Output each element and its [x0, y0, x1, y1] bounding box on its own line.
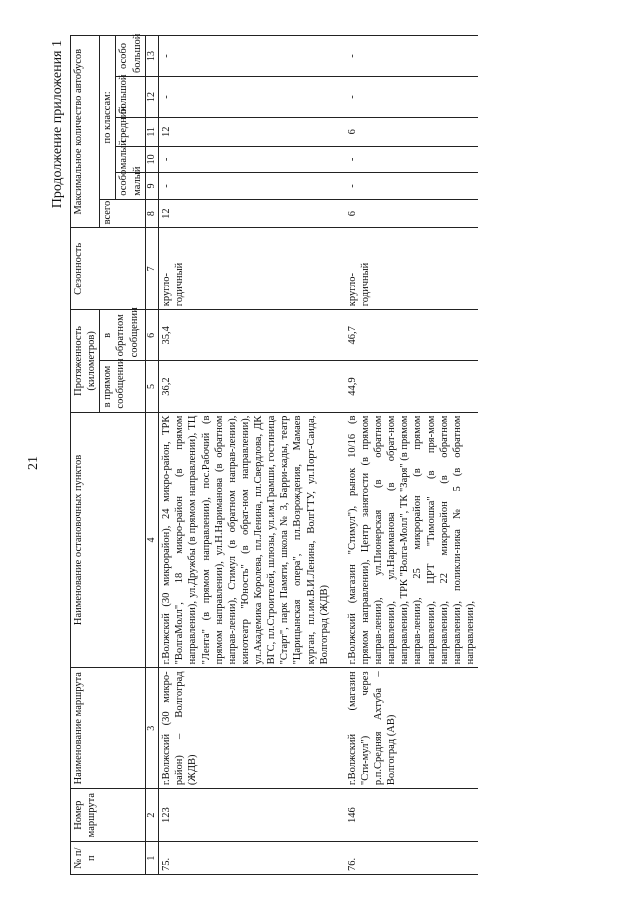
season: кругло-годичный	[159, 228, 332, 310]
column-number: 9	[145, 173, 159, 200]
column-number: 7	[145, 228, 159, 310]
header-class-large: большой	[116, 77, 145, 118]
column-number: 8	[145, 199, 159, 228]
buses-large: -	[159, 77, 332, 118]
header-stops: Наименование остановочных пунктов	[71, 412, 146, 668]
header-class-medium: средний	[116, 117, 145, 146]
header-route-number: Номер маршрута	[71, 789, 146, 842]
route-stops: г.Волжский (магазин "Стимул"), рынок 10/16 (в прямом направлении), Центр занятости (в прямом направ-лении), ул.Пионерская (в обратном направлении), ул.Нариманова (в обрат-ном направлении), ТРК "Волга-Молл", ТК "Заря" (в прямом направ-лении), 25 микрорайон (в прямом направлении), ЦРТ "Тимошка" (в пря-мом направлении), 22 микрорайон (в обратном направлении), поликли-ника № 5 (в обратном направлении),	[332, 412, 478, 668]
route-number: 123	[159, 789, 332, 842]
buses-large: -	[332, 77, 478, 118]
header-by-class: по классам:	[100, 36, 116, 200]
buses-xsmall: -	[159, 173, 332, 200]
column-number: 2	[145, 789, 159, 842]
buses-small: -	[159, 146, 332, 173]
route-name: г.Волжский (30 микро-район) – Волгоград (ЖДВ)	[159, 668, 332, 789]
header-class-xsmall: особо малый	[116, 173, 145, 200]
appendix-caption: Продолжение приложения 1	[50, 40, 65, 209]
buses-total: 12	[159, 199, 332, 228]
row-num: 75.	[159, 842, 332, 875]
column-number: 4	[145, 412, 159, 668]
column-number: 10	[145, 146, 159, 173]
column-number: 3	[145, 668, 159, 789]
header-class-xlarge: особо большой	[116, 36, 145, 77]
column-number: 13	[145, 36, 159, 77]
route-number: 146	[332, 789, 478, 842]
column-number: 12	[145, 77, 159, 118]
column-number: 1	[145, 842, 159, 875]
length-forward: 44,9	[332, 361, 478, 412]
buses-medium: 12	[159, 117, 332, 146]
header-route-name: Наименование маршрута	[71, 668, 146, 789]
header-class-small: малый	[116, 146, 145, 173]
buses-total: 6	[332, 199, 478, 228]
header-total: всего	[100, 199, 145, 228]
column-number: 11	[145, 117, 159, 146]
buses-xsmall: -	[332, 173, 478, 200]
header-length-back: в обратном сообщении	[100, 310, 145, 361]
length-forward: 36,2	[159, 361, 332, 412]
length-back: 35,4	[159, 310, 332, 361]
header-max-buses: Максимальное количество автобусов	[71, 36, 100, 228]
page-number: 21	[26, 456, 41, 470]
buses-xlarge: -	[332, 36, 478, 77]
buses-xlarge: -	[159, 36, 332, 77]
table-row	[159, 36, 332, 875]
route-name: г.Волжский (магазин "Сти-мул") через р.п.Средняя Ахтуба – Волгоград (АВ)	[332, 668, 478, 789]
column-number: 5	[145, 361, 159, 412]
header-length-forward: в прямом сообщении	[100, 361, 145, 412]
routes-table	[70, 35, 478, 875]
column-number: 6	[145, 310, 159, 361]
header-num: № п/п	[71, 842, 146, 875]
buses-medium: 6	[332, 117, 478, 146]
season: кругло-годичный	[332, 228, 478, 310]
header-length: Протяженность (километров)	[71, 310, 100, 412]
column-number-row	[145, 36, 159, 875]
length-back: 46,7	[332, 310, 478, 361]
row-num: 76.	[332, 842, 478, 875]
header-season: Сезонность	[71, 228, 146, 310]
table-row	[332, 36, 478, 875]
buses-small: -	[332, 146, 478, 173]
route-stops: г.Волжский (30 микрорайон), 24 микро-район, ТРК "ВолгаМолл", 18 микро-район (в прямом направлении), ул.Дружбы (в прямом направлении), ТЦ "Лента" (в прямом направлении), пос.Рабочий (в прямом направлении), ул.Н.Нариманова (в обратном направ-лении), Стимул (в обратном направ-лении), кинотеатр "Юность" (в обрат-ном направлении), ул.Академика Королева, пл.Ленина, пл.Свердлова, ДК ВГС, пл.Строителей, шлюзы, ул.им.Грамши, гостиница "Старт", парк Памяти, школа № 3, Барри-кады, театр "Царицынская опера", пл.Возрождения, Мамаев курган, пл.им.В.И.Ленина, ВолгГТУ, ул.Порт-Саида, Волгоград (ЖДВ)	[159, 412, 332, 668]
